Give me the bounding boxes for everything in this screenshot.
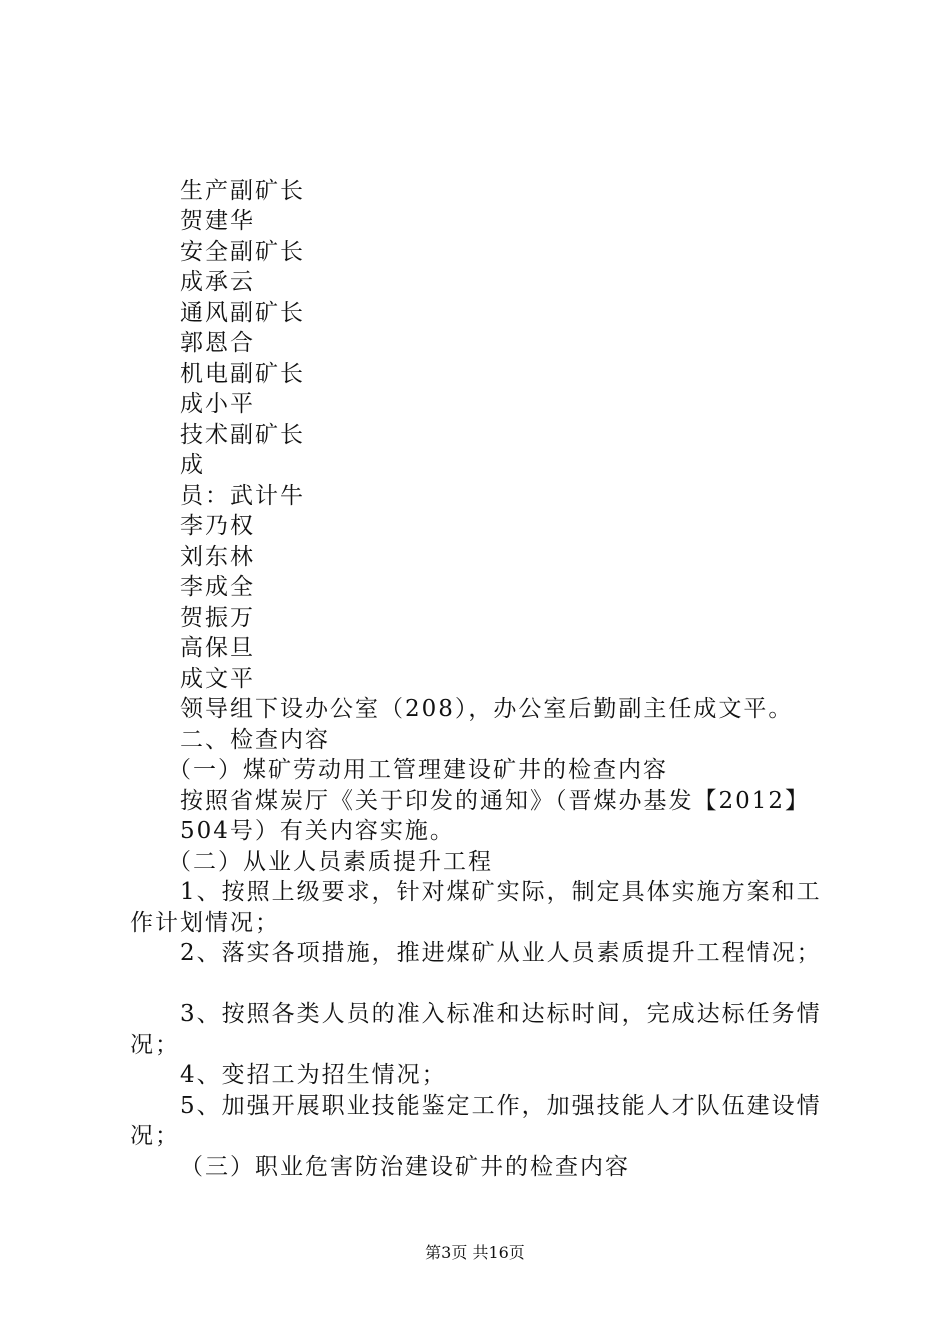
text-line: 领导组下设办公室（208），办公室后勤副主任成文平。 xyxy=(180,696,794,722)
list-item: 3、按照各类人员的准入标准和达标时间，完成达标任务情 xyxy=(180,1001,822,1027)
text-line: 安全副矿长 xyxy=(180,239,305,265)
section-heading: 二、检查内容 xyxy=(180,727,330,753)
list-item: 1、按照上级要求，针对煤矿实际，制定具体实施方案和工 xyxy=(180,879,822,905)
subsection-heading: （二）从业人员素质提升工程 xyxy=(168,849,493,875)
text-line: 员：武计牛 xyxy=(180,483,305,509)
subsection-heading: （一）煤矿劳动用工管理建设矿井的检查内容 xyxy=(168,757,668,783)
text-line: 贺振万 xyxy=(180,605,255,631)
text-line: 通风副矿长 xyxy=(180,300,305,326)
text-line: 贺建华 xyxy=(180,208,255,234)
list-item-continuation: 作计划情况； xyxy=(130,910,280,936)
text-line: 成 xyxy=(180,452,205,478)
page-footer xyxy=(0,1242,950,1264)
text-line: 刘东林 xyxy=(180,544,255,570)
text-line: 高保旦 xyxy=(180,635,255,661)
text-line: 郭恩合 xyxy=(180,330,255,356)
text-line: 机电副矿长 xyxy=(180,361,305,387)
text-line: 李乃权 xyxy=(180,513,255,539)
text-line: 生产副矿长 xyxy=(180,178,305,204)
list-item: 2、落实各项措施，推进煤矿从业人员素质提升工程情况； xyxy=(180,940,822,966)
text-line: 按照省煤炭厅《关于印发的通知》（晋煤办基发【2012】 xyxy=(180,788,811,814)
text-line: 技术副矿长 xyxy=(180,422,305,448)
list-item-continuation: 况； xyxy=(130,1032,180,1058)
list-item-continuation: 况； xyxy=(130,1123,180,1149)
page-number: 第3页 共16页 xyxy=(425,1243,525,1262)
text-line: 李成全 xyxy=(180,574,255,600)
list-item: 5、加强开展职业技能鉴定工作，加强技能人才队伍建设情 xyxy=(180,1093,822,1119)
subsection-heading: （三）职业危害防治建设矿井的检查内容 xyxy=(180,1154,630,1180)
text-line: 504号）有关内容实施。 xyxy=(180,818,455,844)
list-item: 4、变招工为招生情况； xyxy=(180,1062,447,1088)
text-line: 成承云 xyxy=(180,269,255,295)
text-line: 成文平 xyxy=(180,666,255,692)
text-line: 成小平 xyxy=(180,391,255,417)
